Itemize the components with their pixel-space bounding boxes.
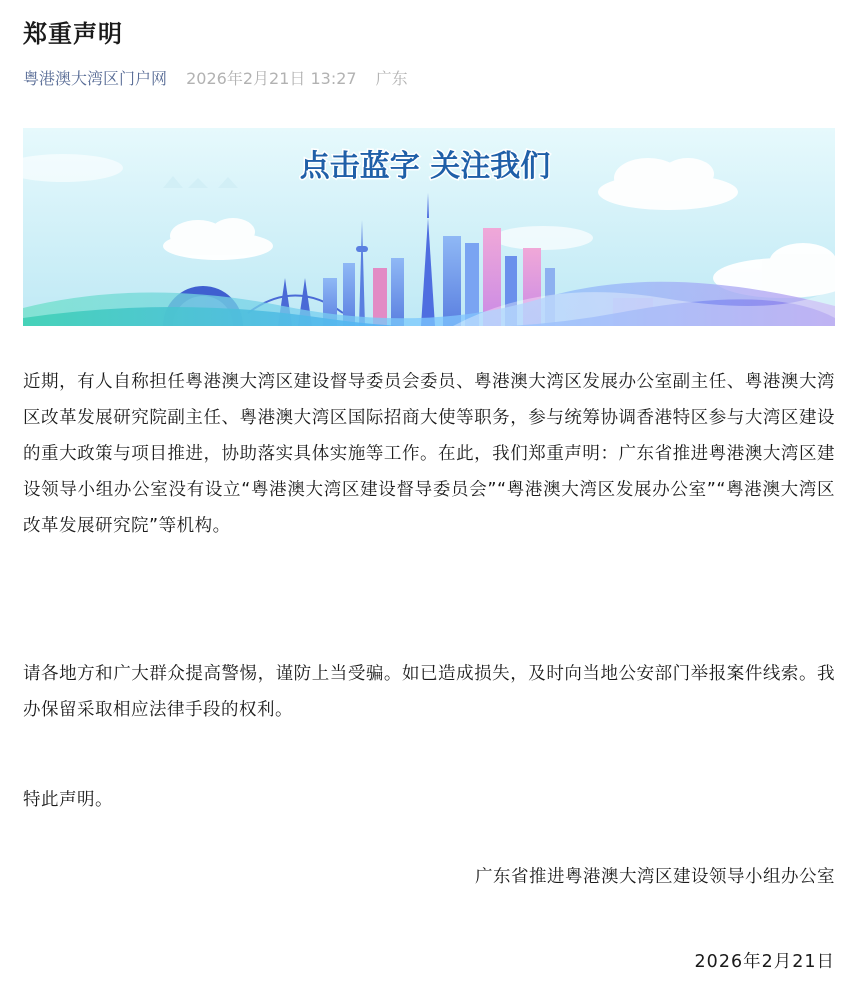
banner-headline: 点击蓝字 关注我们: [299, 149, 551, 184]
article-meta: [23, 66, 408, 89]
paragraph-closing: 特此声明。: [23, 790, 113, 810]
paragraph-statement: 近期，有人自称担任粤港澳大湾区建设督导委员会委员、粤港澳大湾区发展办公室副主任、粤港澳大湾区改革发展研究院副主任、粤港澳大湾区国际招商大使等职务，参与统筹协调香港特区参与大湾区建设的重大政策与项目推进，协助落实具体实施等工作。在此，我们郑重声明：广东省推进粤港澳大湾区建设领导小组办公室没有设立“粤港澳大湾区建设督导委员会”“粤港澳大湾区发展办公室”“粤港澳大湾区改革发展研究院”等机构。: [23, 372, 835, 536]
signature-date: 2026年2月21日: [694, 952, 835, 972]
publish-datetime: 2026年2月21日 13:27: [186, 69, 357, 88]
paragraph-warning: 请各地方和广大群众提高警惕，谨防上当受骗。如已造成损失，及时向当地公安部门举报案件线索。我办保留采取相应法律手段的权利。: [23, 664, 835, 720]
banner-illustration: [23, 128, 835, 326]
follow-banner[interactable]: [23, 128, 835, 326]
article-title: 郑重声明: [23, 20, 123, 48]
publish-location: 广东: [375, 69, 408, 88]
account-name-link[interactable]: 粤港澳大湾区门户网: [23, 69, 168, 88]
signature-org: 广东省推进粤港澳大湾区建设领导小组办公室: [475, 867, 835, 887]
